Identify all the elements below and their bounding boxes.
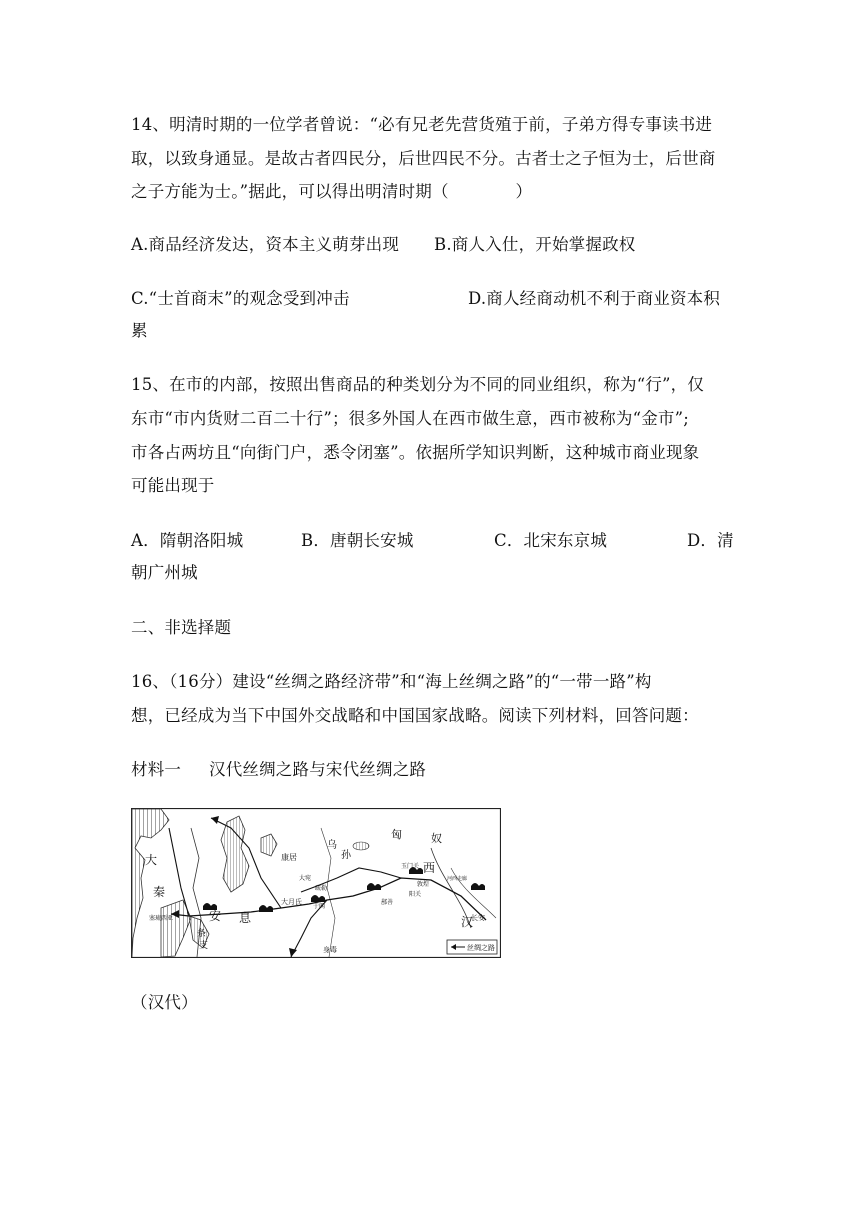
q14-option-d-continued: 累: [131, 321, 148, 340]
map-label-hexi: 河西走廊: [447, 876, 468, 882]
map-label-anxi-1: 安: [209, 909, 222, 923]
silk-road-map-svg: [131, 808, 501, 958]
map-label-anxi-2: 息: [239, 911, 252, 925]
q14-option-a: A.商品经济发达，资本主义萌芽出现: [131, 235, 400, 254]
map-label-yumenguan: 玉门关: [401, 863, 420, 870]
q14-line-2: 取，以致身通显。是故古者四民分，后世四民不分。古者士之子恒为士，后世商: [131, 149, 716, 168]
map-label-xi: 西: [423, 861, 436, 875]
material-label: 材料一: [131, 760, 182, 779]
map-label-wusun-2: 孙: [341, 850, 351, 861]
map-label-dayuan: 大宛: [299, 875, 312, 882]
q14-line-3: 之子方能为士。”据此，可以得出明清时期（ ）: [131, 182, 533, 201]
q14-line-1: 14、明清时期的一位学者曾说：“必有兄老先营货殖于前，子弟方得专事读书进: [131, 115, 713, 134]
map-label-shanshan: 鄯善: [381, 899, 394, 906]
q15-option-d-continued: 朝广州城: [131, 563, 198, 582]
silk-road-map: [131, 808, 501, 958]
map-caption: （汉代）: [131, 993, 198, 1012]
q15-line-4: 可能出现于: [131, 476, 215, 495]
q16-line-1: 16、（16分）建设“丝绸之路经济带”和“海上丝绸之路”的“一带一路”构: [131, 672, 652, 691]
q14-option-d: D.商人经商动机不利于商业资本积: [468, 289, 721, 308]
q15-line-2: 东市“市内货财二百二十行”；很多外国人在西市做生意，西市被称为“金市”;: [131, 409, 690, 428]
map-label-dunhuang: 敦煌: [417, 881, 430, 888]
map-label-alexandria: 塞琉西亚: [149, 915, 174, 922]
map-label-shule: 疏勒: [315, 885, 328, 892]
map-label-dayuezhi: 大月氏: [281, 898, 302, 906]
map-label-tiao-2: 支: [199, 941, 209, 951]
q15-line-3: 市各占两坊且“向街门户，悉令闭塞”。依据所学知识判断，这种城市商业现象: [131, 443, 700, 462]
map-label-tiao-1: 条: [197, 929, 207, 939]
material-title: 汉代丝绸之路与宋代丝绸之路: [209, 760, 427, 779]
map-label-qin: 秦: [153, 885, 166, 899]
map-label-shendu: 身毒: [323, 946, 337, 954]
map-label-kangju: 康居: [281, 853, 297, 862]
q15-option-a: A．隋朝洛阳城: [131, 531, 244, 550]
map-label-da: 大: [145, 853, 158, 867]
map-label-changan: 长安: [471, 914, 485, 922]
map-label-wusun-1: 乌: [327, 840, 337, 851]
q15-line-1: 15、在市的内部，按照出售商品的种类划分为不同的同业组织，称为“行”，仅: [131, 375, 705, 394]
map-label-yutian: 于阗: [313, 903, 326, 910]
map-label-yangguan: 阳关: [409, 891, 422, 898]
q15-option-d: D．清: [687, 531, 734, 550]
map-label-xiongnu-1: 匈: [391, 828, 402, 841]
q14-option-c: C.“士首商末”的观念受到冲击: [131, 289, 350, 308]
map-legend-label: 丝绸之路: [467, 944, 495, 952]
q15-option-c: C．北宋东京城: [494, 531, 608, 550]
q14-option-b: B.商人入仕，开始掌握政权: [434, 235, 636, 254]
q16-line-2: 想，已经成为当下中国外交战略和中国国家战略。阅读下列材料，回答问题：: [131, 706, 699, 725]
q15-option-b: B．唐朝长安城: [301, 531, 414, 550]
map-label-xiongnu-2: 奴: [431, 832, 442, 845]
map-label-han: 汉: [461, 915, 474, 929]
section-heading: 二、非选择题: [131, 618, 232, 637]
